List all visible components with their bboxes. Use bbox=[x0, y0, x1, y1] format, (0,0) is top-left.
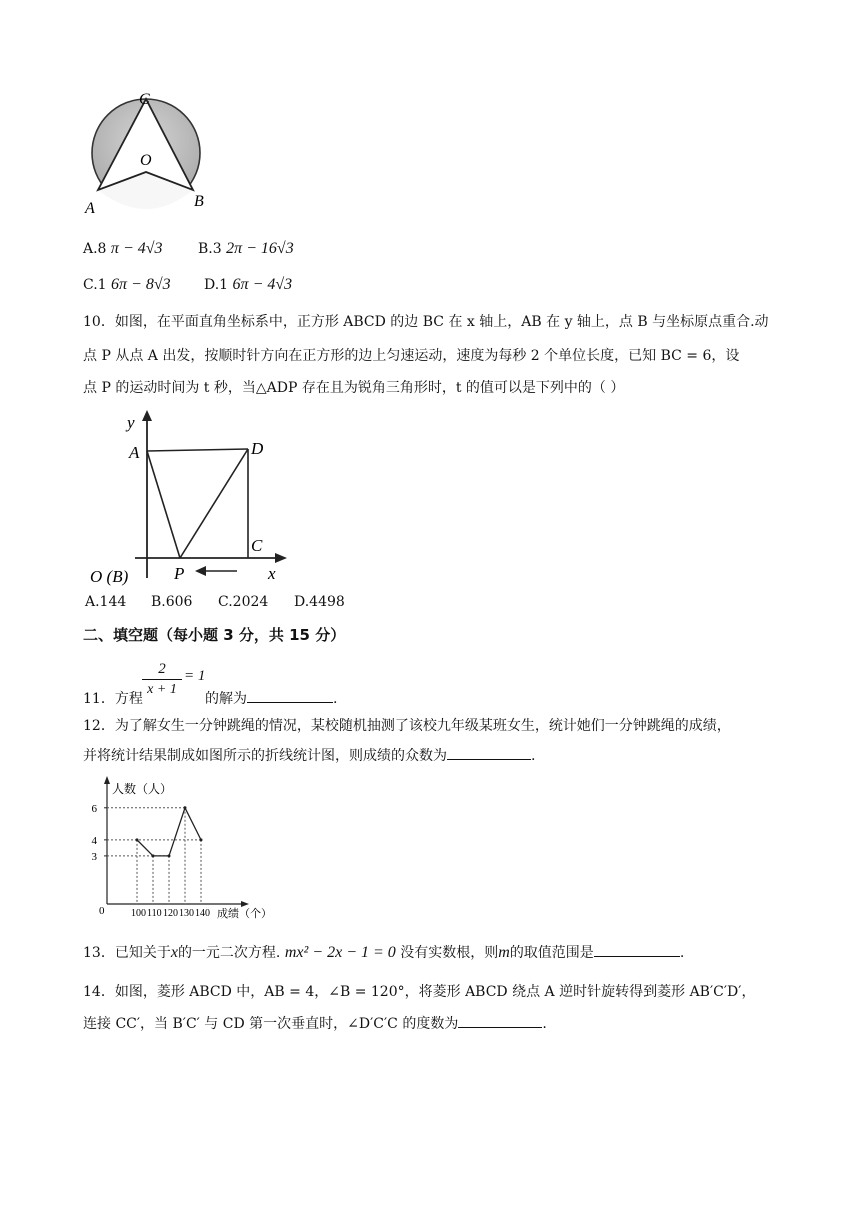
q9-option-d-expr: 6π − 4√3 bbox=[232, 276, 293, 293]
q11-fraction-bar bbox=[142, 679, 182, 680]
label-y: y bbox=[127, 413, 135, 432]
q13-mid2: 没有实数根，则 bbox=[400, 945, 499, 961]
chart-origin-label: 0 bbox=[99, 905, 105, 917]
q14-line-1: 14．如图，菱形 ABCD 中，AB = 4，∠B = 120°，将菱形 ABCD 绕点 A 逆时针旋转得到菱形 AB′C′D′， bbox=[83, 984, 756, 1000]
q11-denominator: x + 1 bbox=[147, 682, 177, 697]
q10-line-1: 10．如图，在平面直角坐标系中，正方形 ABCD 的边 BC 在 x 轴上，AB 在 y 轴上，点 B 与坐标原点重合.动 bbox=[83, 314, 769, 330]
label-a: A bbox=[85, 200, 95, 217]
q12-end: . bbox=[531, 748, 536, 764]
q12-line-2-text: 并将统计结果制成如图所示的折线统计图，则成绩的众数为 bbox=[83, 748, 447, 764]
q9-option-d bbox=[204, 276, 292, 294]
data-point bbox=[184, 806, 187, 809]
q13-var-x: x bbox=[170, 944, 178, 961]
q14-line-2 bbox=[83, 1010, 547, 1038]
q11-fraction bbox=[140, 660, 184, 699]
circle-figure bbox=[78, 88, 218, 218]
label-c: C bbox=[139, 91, 150, 108]
x-tick-label: 120 bbox=[163, 908, 178, 919]
q10-option-a: A.144 bbox=[85, 594, 127, 610]
q10-option-b: B.606 bbox=[151, 594, 193, 610]
q10-line-2: 点 P 从点 A 出发，按顺时针方向在正方形的边上匀速运动，速度为每秒 2 个单位长度，已知 BC = 6，设 bbox=[83, 348, 740, 364]
square-figure bbox=[85, 408, 295, 588]
chart-xlabel: 成绩（个） bbox=[217, 908, 272, 920]
segment-dp bbox=[180, 449, 248, 558]
x-axis-arrow bbox=[275, 553, 287, 563]
q9-option-c-prefix: C.1 bbox=[83, 277, 107, 293]
q9-option-d-prefix: D.1 bbox=[204, 277, 229, 293]
q11-answer-blank bbox=[247, 688, 333, 703]
q13-answer-blank bbox=[594, 942, 680, 957]
x-tick-label: 140 bbox=[195, 908, 210, 919]
q14-answer-blank bbox=[458, 1013, 542, 1028]
y-tick-label: 6 bbox=[91, 802, 97, 815]
y-tick-label: 4 bbox=[91, 834, 97, 847]
label-c: C bbox=[251, 536, 263, 555]
q10-option-c: C.2024 bbox=[218, 594, 269, 610]
q12-answer-blank bbox=[447, 745, 531, 760]
x-tick-label: 110 bbox=[147, 908, 162, 919]
x-tick-label: 100 bbox=[131, 908, 146, 919]
data-point bbox=[168, 854, 171, 857]
q14-end: . bbox=[542, 1016, 547, 1032]
y-axis-arrow bbox=[142, 410, 152, 421]
q9-option-b bbox=[198, 240, 294, 258]
chart-y-axis-arrow bbox=[104, 776, 110, 784]
data-point bbox=[152, 854, 155, 857]
section-title: 二、填空题（每小题 3 分，共 15 分） bbox=[83, 626, 346, 644]
q11-suffix bbox=[205, 688, 337, 708]
label-d: D bbox=[251, 439, 264, 458]
q13-end: . bbox=[679, 945, 685, 961]
q9-option-b-expr: 2π − 16√3 bbox=[226, 240, 294, 257]
chart-x-axis-arrow bbox=[241, 901, 249, 907]
segment-ap bbox=[147, 451, 180, 558]
q11-suffix-text: 的解为 bbox=[205, 691, 247, 707]
q9-option-b-prefix: B.3 bbox=[198, 241, 222, 257]
q13-line bbox=[83, 942, 684, 962]
q13-mid: 的一元二次方程. bbox=[177, 945, 281, 961]
chart-ylabel: 人数（人） bbox=[112, 782, 173, 796]
label-a: A bbox=[129, 443, 140, 462]
q11-rhs: = 1 bbox=[184, 668, 206, 684]
x-tick-label: 130 bbox=[179, 908, 194, 919]
label-b: B bbox=[194, 193, 204, 210]
motion-arrow-head bbox=[195, 566, 206, 576]
label-x: x bbox=[268, 564, 276, 583]
label-o: O bbox=[140, 152, 152, 169]
q13-suffix: 的取值范围是 bbox=[509, 945, 594, 961]
q11-prefix: 11．方程 bbox=[83, 691, 143, 707]
side-ad bbox=[147, 449, 248, 451]
q10-option-d: D.4498 bbox=[294, 594, 345, 610]
line-chart bbox=[85, 774, 285, 924]
q9-option-a-prefix: A.8 bbox=[83, 241, 107, 257]
q12-line-2 bbox=[83, 742, 535, 770]
chart-marks bbox=[92, 803, 211, 919]
q9-option-c bbox=[83, 276, 171, 294]
q9-option-c-expr: 6π − 8√3 bbox=[111, 276, 171, 293]
q10-line-3: 点 P 的运动时间为 t 秒，当△ADP 存在且为锐角三角形时，t 的值可以是下列中的（ ） bbox=[83, 380, 625, 396]
label-p: P bbox=[174, 564, 185, 583]
data-point bbox=[136, 838, 139, 841]
data-point bbox=[200, 838, 203, 841]
series-line bbox=[137, 808, 201, 856]
q9-option-a-expr: π − 4√3 bbox=[110, 240, 163, 257]
q12-line-1: 12．为了解女生一分钟跳绳的情况，某校随机抽测了该校九年级某班女生，统计她们一分钟跳绳的成绩， bbox=[83, 718, 731, 734]
label-origin: O (B) bbox=[90, 567, 129, 586]
q11-end: . bbox=[333, 691, 338, 707]
q11-numerator: 2 bbox=[158, 661, 166, 677]
q13-prefix: 13．已知关于 bbox=[83, 945, 171, 961]
y-tick-label: 3 bbox=[91, 850, 97, 863]
q14-line-2-text: 连接 CC′，当 B′C′ 与 CD 第一次垂直时，∠D′C′C 的度数为 bbox=[83, 1016, 459, 1032]
q9-option-a bbox=[83, 240, 163, 258]
q13-var-m: m bbox=[498, 944, 510, 961]
q13-equation: mx² − 2x − 1 = 0 bbox=[284, 944, 396, 961]
